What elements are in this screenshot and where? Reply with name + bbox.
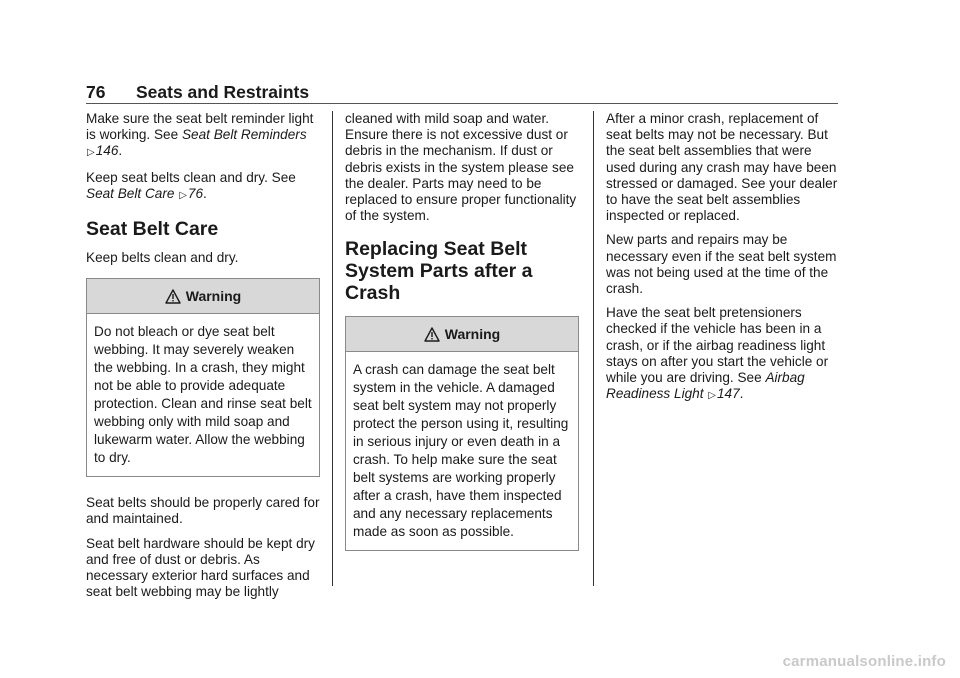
seat-belt-care-link[interactable]: Seat Belt Care [86, 185, 175, 201]
page-ref[interactable]: 146 [95, 143, 119, 159]
warning-header [87, 279, 319, 314]
paragraph-text: Make sure the seat belt reminder light is working. See [86, 111, 314, 143]
column-divider [332, 111, 333, 586]
warning-body: Do not bleach or dye seat belt webbing. It may severely weaken the webbing. In a crash, they might not be able to provide adequate protection. Clean and rinse seat belt webbing only with mild soap and lukewarm water. Allow the webbing to dry. [94, 324, 312, 466]
airbag-readiness-light-link[interactable]: Airbag Readiness Light [606, 370, 805, 402]
page-ref[interactable]: 76 [187, 185, 204, 201]
paragraph: cleaned with mild soap and water. Ensure there is not excessive dust or debris in the mechanism. If dust or debris exists in the system please see the dealer. Parts may need to be replaced to ensure proper functionality of the system. [345, 111, 577, 224]
paragraph: Make sure the seat belt reminder light is working. See Seat Belt Reminders ▷146. [86, 111, 314, 159]
paragraph: Seat belt hardware should be kept dry and free of dust or debris. As necessary exterior hard surfaces and seat belt webbing may be lightly [86, 535, 315, 600]
section-title: Seats and Restraints [136, 82, 310, 102]
watermark: carmanualsonline.info [782, 653, 946, 670]
section-heading: Replacing Seat Belt System Parts after a Crash [345, 238, 533, 305]
seat-belt-reminders-link[interactable]: Seat Belt Reminders [181, 127, 307, 143]
warning-triangle-icon [165, 289, 181, 304]
page-header [86, 82, 838, 104]
warning-box [345, 316, 579, 551]
warning-label: Warning [185, 288, 242, 305]
paragraph: After a minor crash, replacement of seat belts may not be necessary. But the seat belt assemblies that were used during any crash may have been stressed or damaged. See your dealer to have the seat belt assemblies inspected or replaced. [606, 111, 838, 224]
paragraph: Seat belts should be properly cared for and maintained. [86, 495, 320, 527]
page-number: 76 [86, 82, 106, 102]
warning-header [346, 317, 578, 352]
paragraph: Keep seat belts clean and dry. See Seat Belt Care ▷76. [86, 169, 296, 201]
column-2 [345, 111, 579, 569]
paragraph: Keep belts clean and dry. [86, 250, 239, 266]
paragraph-text: Have the seat belt pretensioners checked if the vehicle has been in a crash, or if the airbag readiness light stays on after you start the vehicle or while you are driving. See [606, 305, 829, 386]
column-1 [86, 111, 320, 608]
page-reference-arrow-icon: ▷ [708, 390, 716, 402]
warning-label: Warning [444, 326, 501, 343]
page-reference-arrow-icon: ▷ [87, 147, 95, 159]
section-heading: Seat Belt Care [86, 218, 219, 241]
page-ref[interactable]: 147 [716, 386, 740, 402]
warning-body: A crash can damage the seat belt system in the vehicle. A damaged seat belt system may not properly protect the person using it, resulting in serious injury or even death in a crash. To help make sure the seat belt systems are working properly after a crash, have them inspected and any necessary replacements made as soon as possible. [353, 362, 569, 540]
warning-triangle-icon [424, 327, 440, 342]
page-reference-arrow-icon: ▷ [179, 189, 187, 201]
paragraph: Have the seat belt pretensioners checked if the vehicle has been in a crash, or if the airbag readiness light stays on after you start the vehicle or while you are driving. See Airbag Readiness Light ▷147. [606, 305, 829, 402]
column-3 [606, 111, 840, 412]
paragraph-text: Keep seat belts clean and dry. See [86, 169, 296, 185]
paragraph: New parts and repairs may be necessary even if the seat belt system was not being used at the time of the crash. [606, 232, 837, 297]
warning-box [86, 278, 320, 477]
column-divider [593, 111, 594, 586]
